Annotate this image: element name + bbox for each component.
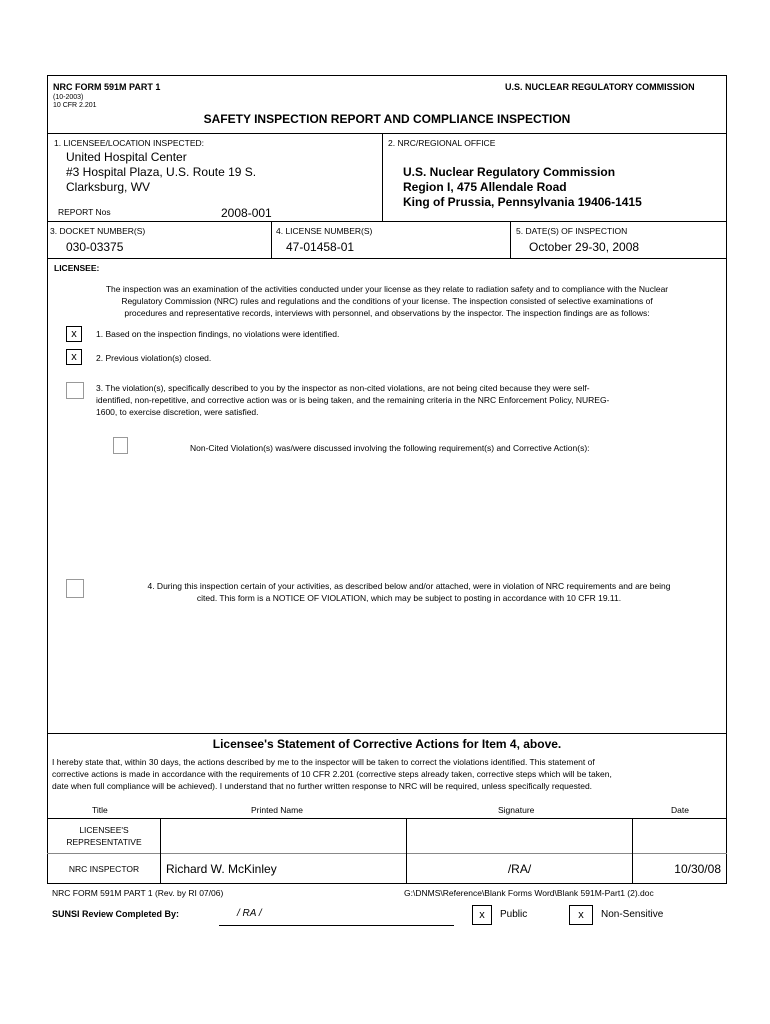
intro-line: The inspection was an examination of the activities conducted under your license as they relate to radiation safety and to compliance with the Nuclear <box>105 284 669 294</box>
item2-text: 2. Previous violation(s) closed. <box>96 353 212 363</box>
sunsi-underline <box>219 925 454 926</box>
licensee-location-label: 1. LICENSEE/LOCATION INSPECTED: <box>54 138 205 148</box>
licensee-rep-name-field[interactable] <box>161 819 405 852</box>
item3-checkbox[interactable] <box>66 382 84 399</box>
item1-checkbox[interactable]: x <box>66 326 82 342</box>
divider <box>271 221 272 258</box>
licensee-city: Clarksburg, WV <box>66 180 151 194</box>
form-revision: NRC FORM 591M PART 1 (Rev. by RI 07/06) <box>52 888 224 898</box>
rep-title-line: LICENSEE'S <box>79 825 129 835</box>
ncv-text: Non-Cited Violation(s) was/were discussed involving the following requirement(s) and Corrective Action(s): <box>190 443 590 453</box>
item4-line: cited. This form is a NOTICE OF VIOLATION, which may be subject to posting in accordance with 10 CFR 19.11. <box>196 593 622 603</box>
intro-line: Regulatory Commission (NRC) rules and regulations and the conditions of your license. The inspection consisted of selective examinations of <box>121 296 653 306</box>
file-path: G:\DNMS\Reference\Blank Forms Word\Blank 591M-Part1 (2).doc <box>404 888 654 898</box>
item4-checkbox[interactable] <box>66 579 84 598</box>
divider <box>47 133 727 134</box>
licensee-address: #3 Hospital Plaza, U.S. Route 19 S. <box>66 165 257 179</box>
licensee-rep-title <box>48 824 160 848</box>
intro-line: procedures and representative records, interviews with personnel, and observations by the inspector. The inspection findings are as follows: <box>124 308 650 318</box>
form-name: NRC FORM 591M PART 1 <box>53 82 161 92</box>
inspection-intro <box>48 283 726 319</box>
licensee-heading: LICENSEE: <box>54 263 100 273</box>
divider <box>47 733 727 734</box>
regional-office-address: Region I, 475 Allendale Road <box>403 180 567 194</box>
inspector-date <box>633 862 726 876</box>
inspection-dates: October 29-30, 2008 <box>529 240 640 254</box>
item4-text <box>96 580 722 604</box>
inspector-name: Richard W. McKinley <box>166 862 277 876</box>
public-label: Public <box>500 909 528 920</box>
docket-number: 030-03375 <box>66 240 124 254</box>
sunsi-label: SUNSI Review Completed By: <box>52 909 180 919</box>
regional-office-label: 2. NRC/REGIONAL OFFICE <box>388 138 496 148</box>
public-checkbox[interactable]: x <box>472 905 492 925</box>
report-number: 2008-001 <box>221 206 272 220</box>
divider <box>47 221 727 222</box>
item3-text <box>96 382 726 418</box>
non-sensitive-checkbox[interactable]: x <box>569 905 593 925</box>
item3-line: identified, non-repetitive, and corrective action was or is being taken, and the remaining criteria in the NRC Enforcement Policy, NUREG- <box>96 395 610 405</box>
report-label: REPORT Nos <box>58 207 111 217</box>
statement-heading: Licensee's Statement of Corrective Actions for Item 4, above. <box>212 737 562 751</box>
agency-name: U.S. NUCLEAR REGULATORY COMMISSION <box>505 82 695 92</box>
rep-title-line: REPRESENTATIVE <box>66 837 142 847</box>
item1-text: 1. Based on the inspection findings, no violations were identified. <box>96 329 340 339</box>
cfr-reference: 10 CFR 2.201 <box>53 102 97 109</box>
item2-checkbox[interactable]: x <box>66 349 82 365</box>
licensee-name: United Hospital Center <box>66 150 187 164</box>
inspector-date-text: 10/30/08 <box>674 862 721 876</box>
inspector-signature: /RA/ <box>507 862 532 876</box>
licensee-rep-signature-field[interactable] <box>407 819 631 852</box>
col-title: Title <box>92 805 108 815</box>
col-date: Date <box>671 805 689 815</box>
item4-line: 4. During this inspection certain of your activities, as described below and/or attached, were in violation of NRC requirements and are being <box>147 581 671 591</box>
page-title: SAFETY INSPECTION REPORT AND COMPLIANCE INSPECTION <box>203 112 571 126</box>
sunsi-reviewer: / RA / <box>237 908 262 919</box>
form-date: (10-2003) <box>53 94 84 101</box>
col-printed-name: Printed Name <box>251 805 303 815</box>
inspector-title: NRC INSPECTOR <box>68 864 140 874</box>
statement-line: date when full compliance will be achieved). I understand that no further written response to NRC will be required, unless specifically requested. <box>52 781 593 791</box>
non-sensitive-label: Non-Sensitive <box>601 909 664 920</box>
license-label: 4. LICENSE NUMBER(S) <box>276 226 373 236</box>
divider <box>47 853 727 854</box>
statement-line: corrective actions is made in accordance with the requirements of 10 CFR 2.201 (corrective steps already taken, corrective steps which will be taken, <box>52 769 612 779</box>
license-number: 47-01458-01 <box>286 240 355 254</box>
divider <box>382 133 383 221</box>
item3-line: 3. The violation(s), specifically described to you by the inspector as non-cited violations, are not being cited because they were self- <box>96 383 590 393</box>
statement-line: I hereby state that, within 30 days, the actions described by me to the inspector will be taken to correct the violations identified. This statement of <box>52 757 595 767</box>
divider <box>47 258 727 259</box>
ncv-checkbox[interactable] <box>113 437 128 454</box>
statement-text <box>52 756 726 792</box>
divider <box>510 221 511 258</box>
docket-label: 3. DOCKET NUMBER(S) <box>50 226 146 236</box>
regional-office-name: U.S. Nuclear Regulatory Commission <box>403 165 616 179</box>
inspection-dates-label: 5. DATE(S) OF INSPECTION <box>516 226 628 236</box>
col-signature: Signature <box>498 805 535 815</box>
licensee-rep-date-field[interactable] <box>633 819 726 852</box>
regional-office-city: King of Prussia, Pennsylvania 19406-1415 <box>403 195 642 209</box>
item3-line: 1600, to exercise discretion, were satisfied. <box>96 407 259 417</box>
